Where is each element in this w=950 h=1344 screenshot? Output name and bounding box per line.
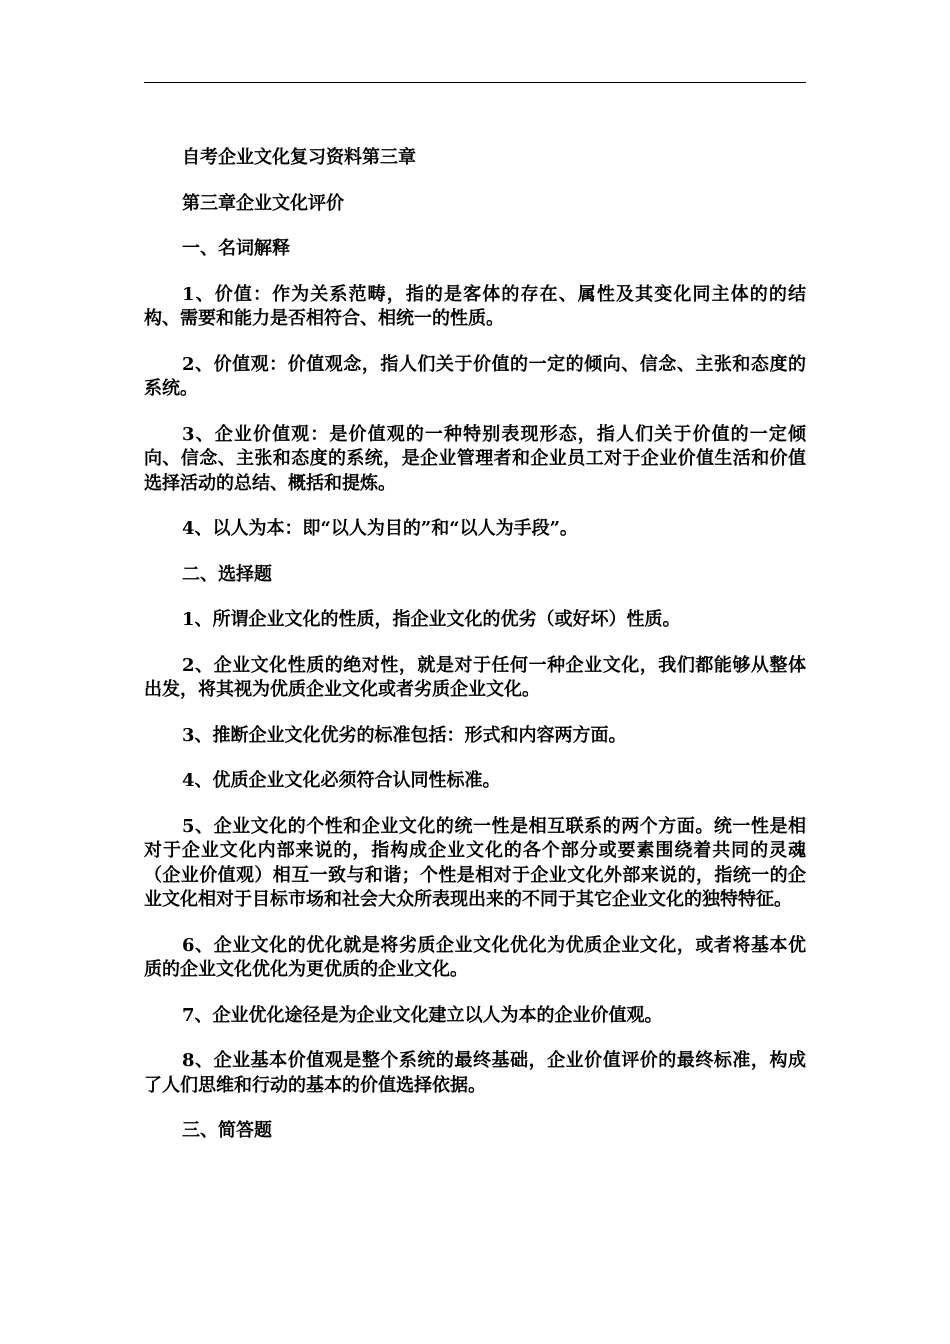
choice-item: 1、所谓企业文化的性质，指企业文化的优劣（或好坏）性质。 <box>182 609 681 630</box>
term-item: 4、以人为本：即“以人为目的”和“以人为手段”。 <box>182 518 578 539</box>
section-heading-choice: 二、选择题 <box>182 563 272 585</box>
chapter-title: 第三章企业文化评价 <box>182 192 344 214</box>
term-item: 2、价值观：价值观念，指人们关于价值的一定的倾向、信念、主张和态度的系统。 <box>144 353 806 399</box>
section-heading-short-answer: 三、简答题 <box>182 1120 272 1141</box>
choice-item: 6、企业文化的优化就是将劣质企业文化优化为优质企业文化，或者将基本优质的企业文化优化为更优质的企业文化。 <box>144 934 806 980</box>
choice-item: 3、推断企业文化优劣的标准包括：形式和内容两方面。 <box>182 724 627 746</box>
section-heading-terms: 一、名词解释 <box>182 238 290 259</box>
choice-item: 5、企业文化的个性和企业文化的统一性是相互联系的两个方面。统一性是相对于企业文化内部来说的，指构成企业文化的各个部分或要素围绕着共同的灵魂（企业价值观）相互一致与和谐；个性是相对于企业文化外部来说的，指统一的企业文化相对于目标市场和社会大众所表现出来的不同于其它企业文化的独特特征。 <box>144 815 806 910</box>
document-title: 自考企业文化复习资料第三章 <box>182 147 416 168</box>
choice-item: 8、企业基本价值观是整个系统的最终基础，企业价值评价的最终标准，构成了人们思维和行动的基本的价值选择依据。 <box>144 1050 806 1096</box>
choice-item: 2、企业文化性质的绝对性，就是对于任何一种企业文化，我们都能够从整体出发，将其视为优质企业文化或者劣质企业文化。 <box>144 654 806 700</box>
choice-item: 7、企业优化途径是为企业文化建立以人为本的企业价值观。 <box>182 1004 663 1026</box>
choice-item: 4、优质企业文化必须符合认同性标准。 <box>182 770 501 791</box>
term-item: 1、价值：作为关系范畴，指的是客体的存在、属性及其变化同主体的的结构、需要和能力是否相符合、相统一的性质。 <box>144 283 806 329</box>
document-body <box>144 146 806 1165</box>
term-item: 3、企业价值观：是价值观的一种特别表现形态，指人们关于价值的一定倾向、信念、主张和态度的系统，是企业管理者和企业员工对于企业价值生活和价值选择活动的总结、概括和提炼。 <box>144 423 806 494</box>
header-rule <box>144 82 806 83</box>
